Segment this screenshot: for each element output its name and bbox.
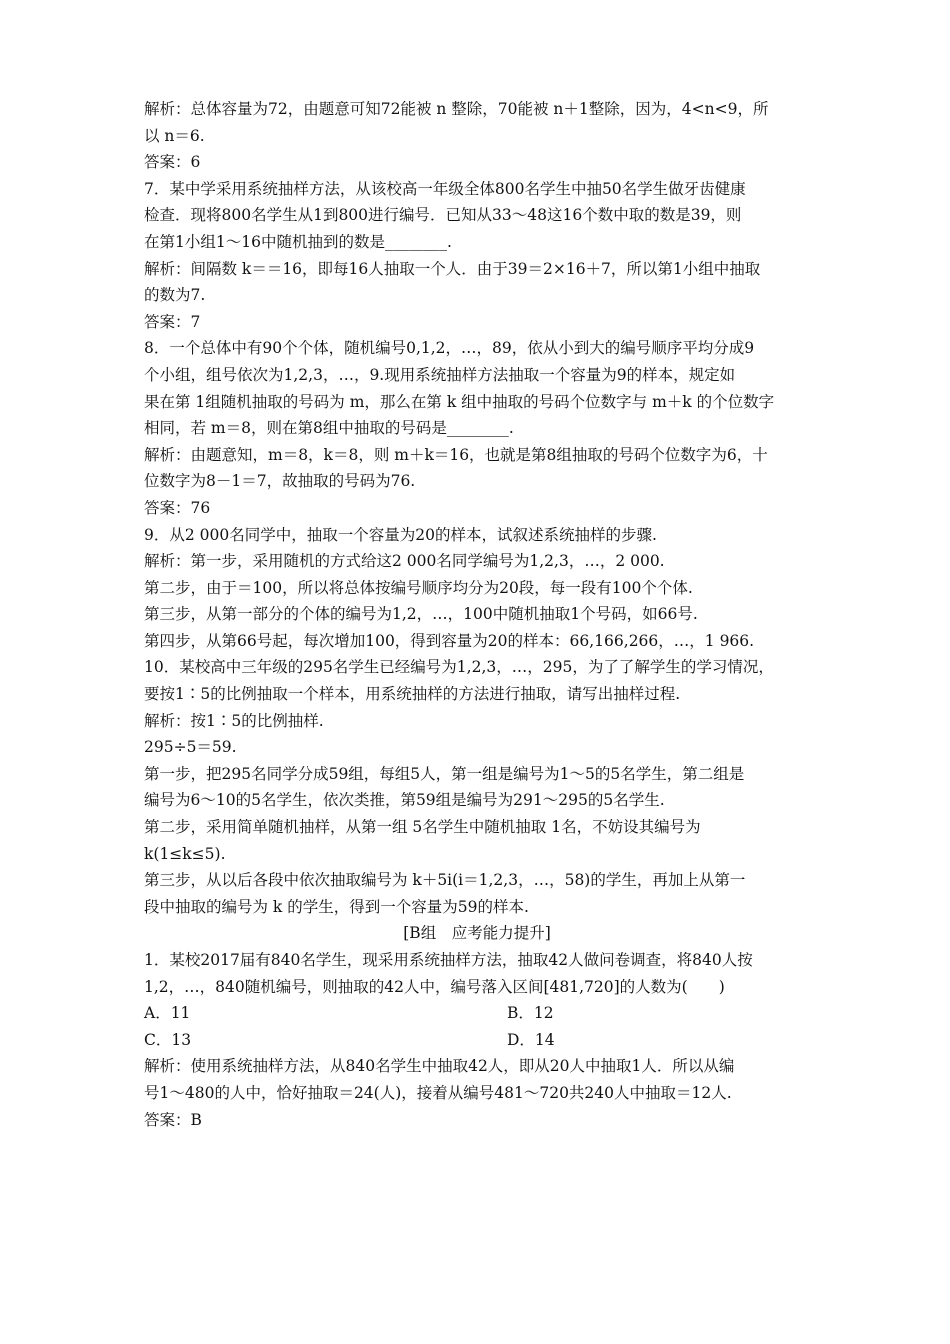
option-b: B．12 [507, 1004, 554, 1023]
text-line: 要按1∶5的比例抽取一个样本，用系统抽样的方法进行抽取，请写出抽样过程. [144, 685, 681, 704]
text-line: 号1～480的人中，恰好抽取＝24(人)，接着从编号481～720共240人中抽取＝12人. [144, 1083, 732, 1102]
option-a: A．11 [144, 1004, 191, 1023]
text-line: 段中抽取的编号为 k 的学生，得到一个容量为59的样本. [144, 897, 529, 916]
text-line: 解析：间隔数 k＝＝16，即每16人抽取一个人．由于39＝2×16＋7，所以第1小组中抽取 [144, 259, 761, 278]
text-line: 以 n＝6. [144, 126, 205, 145]
answer-line: 答案：76 [144, 498, 211, 517]
document-page [144, 96, 810, 1133]
option-row [144, 1000, 810, 1027]
text-line: 解析：按1∶5的比例抽样. [144, 711, 324, 730]
option-row [144, 1027, 810, 1054]
option-c: C．13 [144, 1030, 192, 1049]
text-line: 第四步，从第66号起，每次增加100，得到容量为20的样本：66,166,266，…，1 966. [144, 631, 755, 650]
text-line: 检查．现将800名学生从1到800进行编号．已知从33～48这16个数中取的数是39，则 [144, 206, 742, 225]
text-line: 编号为6～10的5名学生，依次类推，第59组是编号为291～295的5名学生. [144, 791, 665, 810]
text-line: 第三步，从以后各段中依次抽取编号为 k＋5i(i＝1,2,3，…，58)的学生，再加上从第一 [144, 871, 746, 890]
text-line: 位数字为8－1＝7，故抽取的号码为76. [144, 472, 416, 491]
text-line: 相同，若 m＝8，则在第8组中抽取的号码是________. [144, 419, 514, 438]
text-line: 第三步，从第一部分的个体的编号为1,2，…，100中随机抽取1个号码，如66号. [144, 605, 698, 624]
text-line: 第二步，由于＝100，所以将总体按编号顺序均分为20段，每一段有100个个体. [144, 578, 693, 597]
answer-line: 答案：6 [144, 153, 201, 172]
answer-line: 答案：B [144, 1110, 202, 1129]
text-line: 第二步，采用简单随机抽样，从第一组 5名学生中随机抽取 1名，不妨设其编号为 [144, 818, 701, 837]
text-line: 个小组，组号依次为1,2,3，…，9.现用系统抽样方法抽取一个容量为9的样本，规定如 [144, 365, 736, 384]
text-line: 解析：第一步，采用随机的方式给这2 000名同学编号为1,2,3，…，2 000. [144, 552, 665, 571]
question-10: 10．某校高中三年级的295名学生已经编号为1,2,3，…，295，为了了解学生的学习情况， [144, 658, 774, 677]
option-d: D．14 [507, 1030, 555, 1049]
text-line: 在第1小组1～16中随机抽到的数是________. [144, 232, 452, 251]
text-line: 解析：使用系统抽样方法，从840名学生中抽取42人，即从20人中抽取1人．所以从编 [144, 1057, 735, 1076]
question-8: 8．一个总体中有90个个体，随机编号0,1,2，…，89，依从小到大的编号顺序平均分成9 [144, 339, 755, 358]
question-7: 7．某中学采用系统抽样方法，从该校高一年级全体800名学生中抽50名学生做牙齿健康 [144, 179, 746, 198]
text-line: 295÷5＝59. [144, 738, 237, 757]
text-line: 解析：总体容量为72，由题意可知72能被 n 整除，70能被 n＋1整除，因为，4<n<9，所 [144, 100, 769, 118]
text-line: 的数为7. [144, 286, 206, 305]
question-b1: 1．某校2017届有840名学生，现采用系统抽样方法，抽取42人做问卷调查，将840人按 [144, 951, 753, 969]
text-line: 1,2，…，840随机编号，则抽取的42人中，编号落入区间[481,720]的人数为( ) [144, 977, 725, 996]
text-line: 果在第 1组随机抽取的号码为 m，那么在第 k 组中抽取的号码个位数字与 m＋k 的个位数字 [144, 392, 775, 411]
text-line: 第一步，把295名同学分成59组，每组5人，第一组是编号为1～5的5名学生，第二组是 [144, 764, 745, 783]
text-line: k(1≤k≤5). [144, 844, 226, 863]
text-line: 解析：由题意知，m＝8，k＝8，则 m＋k＝16，也就是第8组抽取的号码个位数字为6，十 [144, 445, 768, 464]
question-9: 9．从2 000名同学中，抽取一个容量为20的样本，试叙述系统抽样的步骤. [144, 525, 657, 544]
section-b-title: [B组 应考能力提升] [403, 924, 551, 943]
answer-line: 答案：7 [144, 312, 201, 331]
